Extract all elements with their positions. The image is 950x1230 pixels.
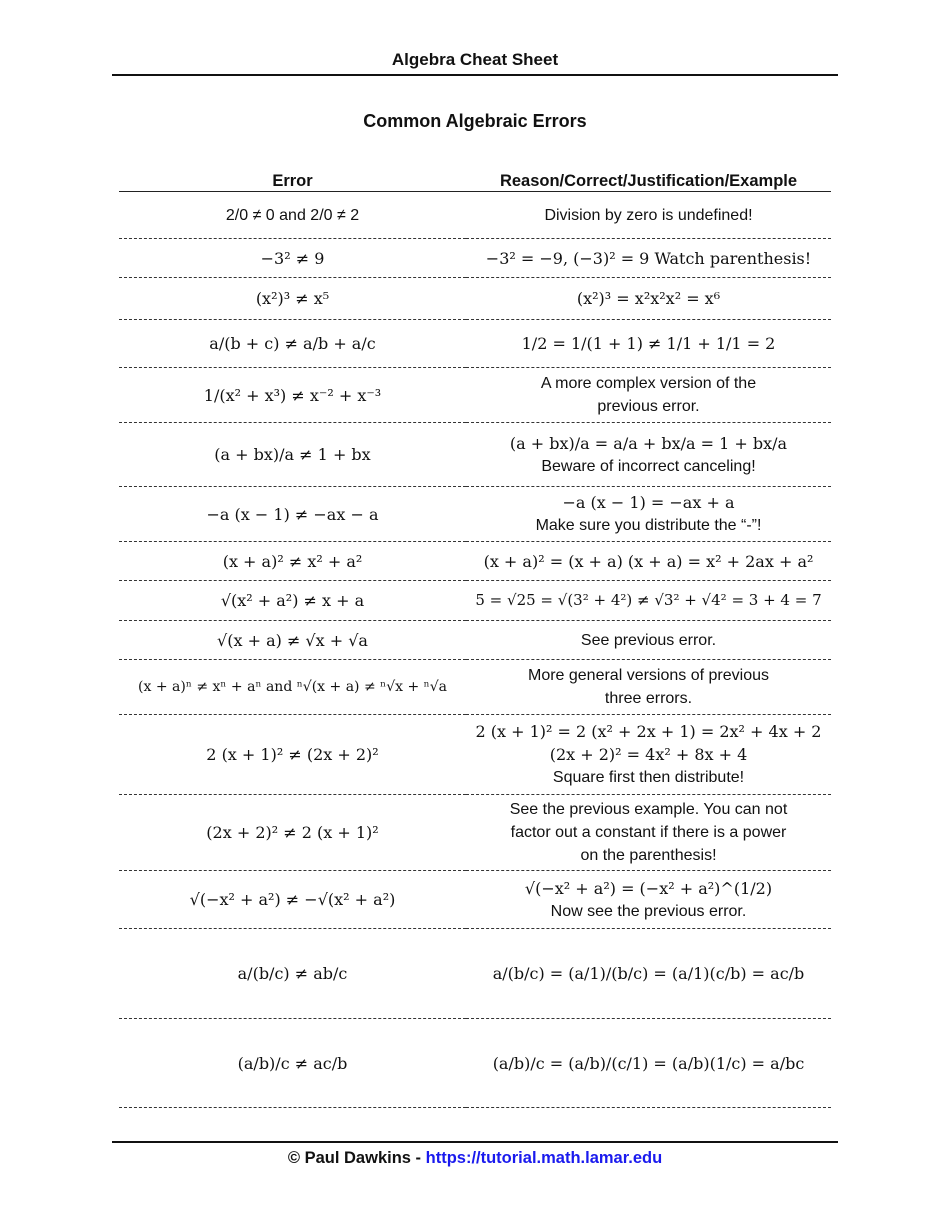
reason-cell <box>466 621 831 660</box>
reason-line: 2 (x + 1)² = 2 (x² + 2x + 1) = 2x² + 4x + 2 <box>475 722 822 741</box>
reason-line: See the previous example. You can not <box>509 801 788 818</box>
reason-line: Now see the previous error. <box>550 902 747 920</box>
reason-line: −3² = −9, (−3)² = 9 Watch parenthesis! <box>485 248 812 268</box>
error-cell: −a (x − 1) ≠ −ax − a <box>119 487 466 542</box>
error-cell: (x²)³ ≠ x⁵ <box>119 278 466 320</box>
error-cell: −3² ≠ 9 <box>119 239 466 278</box>
table-row <box>119 929 831 1019</box>
error-cell: √(x² + a²) ≠ x + a <box>119 581 466 621</box>
reason-line: previous error. <box>597 398 700 415</box>
error-cell: √(−x² + a²) ≠ −√(x² + a²) <box>119 871 466 929</box>
page-header: Algebra Cheat Sheet <box>112 50 838 76</box>
error-cell: (x + a)² ≠ x² + a² <box>119 542 466 581</box>
reason-line: Make sure you distribute the “-”! <box>535 517 762 534</box>
reason-line: 1/2 = 1/(1 + 1) ≠ 1/1 + 1/1 = 2 <box>521 334 776 353</box>
table-row <box>119 1019 831 1108</box>
table-row <box>119 368 831 423</box>
reason-cell <box>466 929 831 1019</box>
section-title: Common Algebraic Errors <box>363 111 587 131</box>
error-cell: 1/(x² + x³) ≠ x⁻² + x⁻³ <box>119 368 466 423</box>
reason-line: More general versions of previous <box>527 667 769 684</box>
reason-cell <box>466 278 831 320</box>
footer-link[interactable]: https://tutorial.math.lamar.edu <box>425 1149 663 1167</box>
table-row <box>119 487 831 542</box>
table-row <box>119 542 831 581</box>
reason-line: (a + bx)/a = a/a + bx/a = 1 + bx/a <box>509 433 788 453</box>
reason-line: Square first then distribute! <box>552 769 745 786</box>
reason-cell <box>466 871 831 929</box>
error-cell: a/(b + c) ≠ a/b + a/c <box>119 320 466 368</box>
reason-cell <box>466 581 831 621</box>
table-row <box>119 423 831 487</box>
reason-line: (x + a)² = (x + a) (x + a) = x² + 2ax + a² <box>483 551 814 571</box>
reason-cell <box>466 320 831 368</box>
reason-line: A more complex version of the <box>540 375 757 392</box>
error-cell: √(x + a) ≠ √x + √a <box>119 621 466 660</box>
reason-line: a/(b/c) = (a/1)/(b/c) = (a/1)(c/b) = ac/b <box>492 964 805 983</box>
reason-line: Beware of incorrect canceling! <box>541 457 756 475</box>
reason-line: 5 = √25 = √(3² + 4²) ≠ √3² + √4² = 3 + 4 = 7 <box>475 591 822 609</box>
error-cell: a/(b/c) ≠ ab/c <box>119 929 466 1019</box>
reason-line: (x²)³ = x²x²x² = x⁶ <box>576 289 721 308</box>
reason-line: √(−x² + a²) = (−x² + a²)^(1/2) <box>524 878 773 898</box>
table-row <box>119 660 831 715</box>
reason-cell <box>466 423 831 487</box>
column-header-reason: Reason/Correct/Justification/Example <box>466 165 831 192</box>
table-row <box>119 239 831 278</box>
reason-line: −a (x − 1) = −ax + a <box>562 493 735 512</box>
error-cell: (a/b)/c ≠ ac/b <box>119 1019 466 1108</box>
reason-cell <box>466 715 831 795</box>
table-row <box>119 621 831 660</box>
reason-line: (a/b)/c = (a/b)/(c/1) = (a/b)(1/c) = a/bc <box>492 1053 805 1073</box>
reason-cell <box>466 795 831 871</box>
reason-cell <box>466 239 831 278</box>
reason-cell <box>466 487 831 542</box>
reason-cell <box>466 542 831 581</box>
page-footer <box>112 1141 838 1168</box>
error-cell: 2 (x + 1)² ≠ (2x + 2)² <box>119 715 466 795</box>
table-row <box>119 795 831 871</box>
reason-line: See previous error. <box>580 631 717 649</box>
column-header-error: Error <box>119 165 466 192</box>
reason-line: factor out a constant if there is a power <box>510 824 787 841</box>
reason-line: three errors. <box>604 690 693 707</box>
reason-line: Division by zero is undefined! <box>544 206 753 224</box>
reason-line: on the parenthesis! <box>580 847 717 864</box>
table-row <box>119 715 831 795</box>
errors-table <box>119 165 831 1108</box>
error-cell: (x + a)ⁿ ≠ xⁿ + aⁿ and ⁿ√(x + a) ≠ ⁿ√x + ⁿ√a <box>119 660 466 715</box>
table-row <box>119 871 831 929</box>
reason-cell <box>466 1019 831 1108</box>
table-row <box>119 278 831 320</box>
table-header-row <box>119 165 831 192</box>
table-row <box>119 192 831 239</box>
reason-cell <box>466 660 831 715</box>
error-cell: (2x + 2)² ≠ 2 (x + 1)² <box>119 795 466 871</box>
reason-cell <box>466 368 831 423</box>
table-row <box>119 581 831 621</box>
error-cell: (a + bx)/a ≠ 1 + bx <box>119 423 466 487</box>
error-cell: 2/0 ≠ 0 and 2/0 ≠ 2 <box>119 192 466 239</box>
table-row <box>119 320 831 368</box>
reason-line: (2x + 2)² = 4x² + 8x + 4 <box>549 745 748 764</box>
footer-author: © Paul Dawkins - <box>287 1149 426 1167</box>
reason-cell <box>466 192 831 239</box>
